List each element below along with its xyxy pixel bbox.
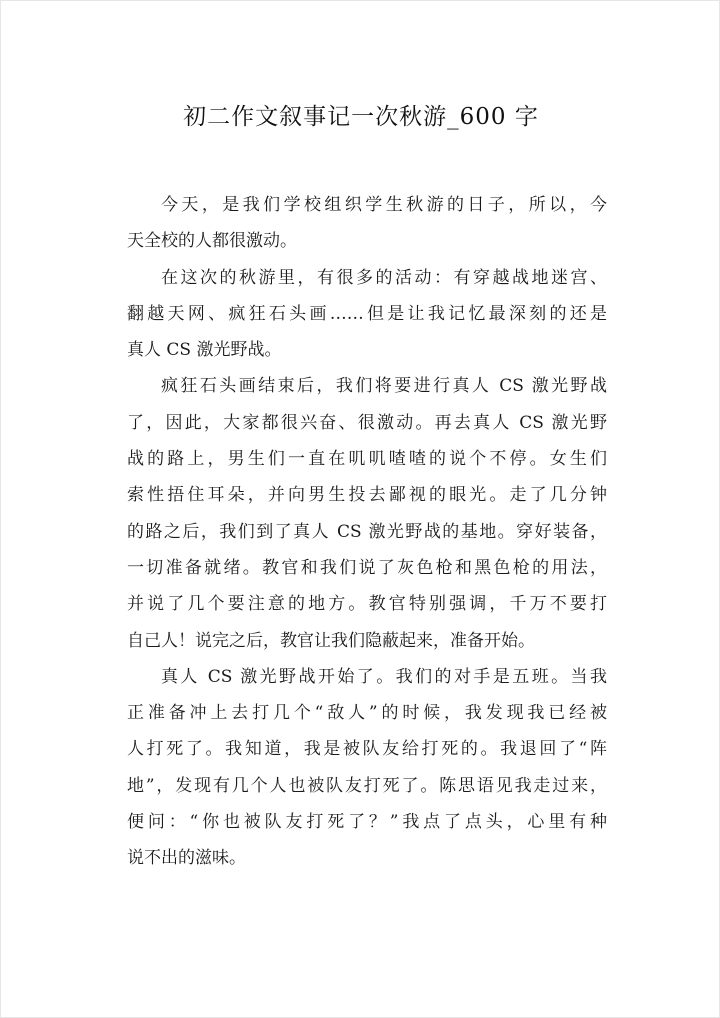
paragraph-line: 的路之后，我们到了真人 CS 激光野战的基地。穿好装备， (127, 521, 607, 542)
paragraph-line: 天全校的人都很激动。 (127, 231, 297, 252)
paragraph-line: 翻越天网、疯狂石头画……但是让我记忆最深刻的还是 (127, 303, 607, 324)
paragraph-line: 并说了几个要注意的地方。教官特别强调，千万不要打 (127, 594, 607, 615)
document-title: 初二作文叙事记一次秋游_600 字 (183, 104, 539, 130)
paragraph-3 (127, 368, 607, 658)
paragraph-line: 了，因此，大家都很兴奋、很激动。再去真人 CS 激光野 (127, 412, 607, 433)
paragraph-line: 一切准备就绪。教官和我们说了灰色枪和黑色枪的用法， (127, 557, 607, 578)
paragraph-4 (127, 659, 607, 877)
paragraph-line: 索性捂住耳朵，并向男生投去鄙视的眼光。走了几分钟 (127, 485, 607, 506)
paragraph-line: 今天，是我们学校组织学生秋游的日子，所以，今 (161, 195, 607, 215)
paragraph-line: 疯狂石头画结束后，我们将要进行真人 CS 激光野战 (161, 376, 607, 397)
paragraph-line: 真人 CS 激光野战开始了。我们的对手是五班。当我 (161, 666, 607, 687)
paragraph-line: 真人 CS 激光野战。 (127, 340, 282, 361)
paragraph-line: 便问：“你也被队友打死了？”我点了点头，心里有种 (127, 812, 607, 833)
paragraph-line: 战的路上，男生们一直在叽叽喳喳的说个不停。女生们 (127, 449, 607, 470)
paragraph-line: 地”，发现有几个人也被队友打死了。陈思语见我走过来， (127, 775, 607, 796)
paragraph-line: 正准备冲上去打几个“敌人”的时候，我发现我已经被 (127, 703, 607, 724)
paragraph-line: 在这次的秋游里，有很多的活动：有穿越战地迷宫、 (161, 267, 607, 288)
paragraph-line: 说不出的滋味。 (127, 848, 246, 869)
paragraph-1 (127, 187, 607, 260)
paragraph-line: 人打死了。我知道，我是被队友给打死的。我退回了“阵 (127, 739, 607, 760)
paragraph-2 (127, 260, 607, 369)
document-body (127, 187, 607, 877)
paragraph-line: 自己人！说完之后，教官让我们隐蔽起来，准备开始。 (127, 630, 535, 651)
